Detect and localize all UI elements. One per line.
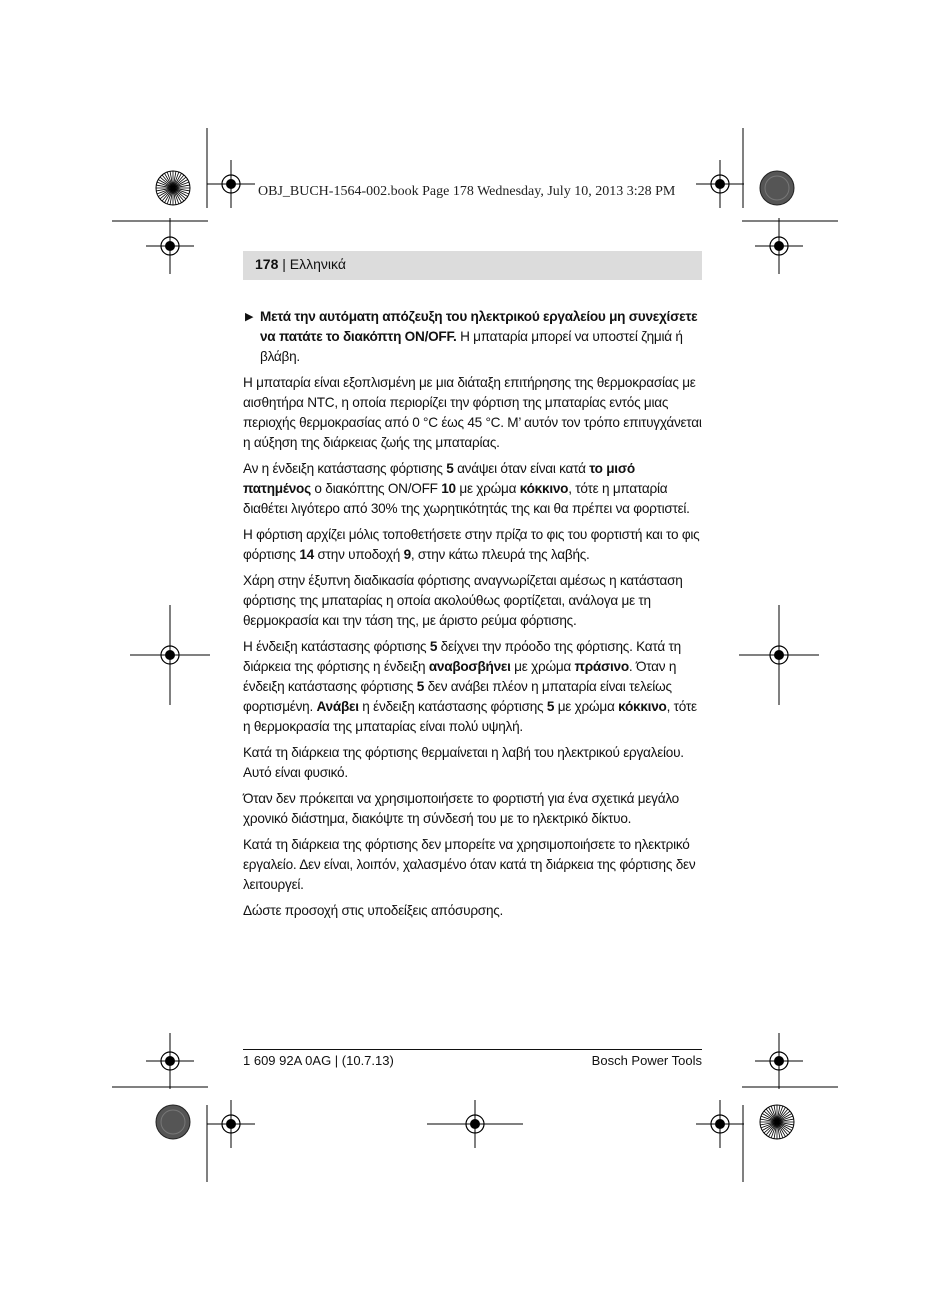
registration-dot <box>226 1119 236 1129</box>
warning-bold: Μετά την αυτόματη απόζευξη του ηλεκτρικού εργαλείου μη συνεχίσετε να πατάτε το διακόπτη ON/OFF. <box>260 309 698 344</box>
bold-text: κόκκινο <box>618 699 667 714</box>
registration-dot <box>165 650 175 660</box>
paragraph-low-battery <box>243 459 702 519</box>
ref-number: 5 <box>446 461 454 476</box>
footer-rule <box>243 1049 702 1050</box>
text: με χρώμα <box>510 659 575 674</box>
ref-number: 5 <box>429 639 438 654</box>
text: με χρώμα <box>455 481 520 496</box>
text: . Όταν η ένδειξη κατάστασης φόρτισης <box>243 659 677 694</box>
registration-dot <box>715 179 725 189</box>
ref-number: 10 <box>441 481 456 496</box>
text: ο διακόπτης ON/OFF <box>310 481 442 496</box>
page-header <box>243 251 702 280</box>
bullet-arrow-icon: ▶ <box>245 311 254 323</box>
text: η ένδειξη κατάστασης φόρτισης <box>358 699 547 714</box>
ref-number: 5 <box>546 699 555 714</box>
text: με χρώμα <box>554 699 619 714</box>
ref-number: 14 <box>299 547 314 562</box>
ref-number: 9 <box>403 547 411 562</box>
text: , τότε η θερμοκρασία της μπαταρίας είναι πολύ υψηλή. <box>243 699 697 734</box>
paragraph-ntc: Η μπαταρία είναι εξοπλισμένη με μια διάταξη επιτήρησης της θερμοκρασίας με αισθητήρα NTC, η οποία περιορίζει την φόρτιση της μπαταρίας εντός μιας περιοχής θερμοκρασίας από 0 °C έως 45 °C. Μ’ αυτόν τον τρόπο επιτυγχάνεται η αύξηση της διάρκειας ζωής της μπαταρίας. <box>243 375 702 450</box>
registration-dot <box>715 1119 725 1129</box>
bold-text: κόκκινο <box>519 481 569 496</box>
text: στην υποδοχή <box>313 547 404 562</box>
text: δείχνει την πρόοδο της φόρτισης. Κατά τη διάρκεια της φόρτισης η ένδειξη <box>243 639 681 674</box>
paragraph-disconnect: Όταν δεν πρόκειται να χρησιμοποιήσετε το φορτιστή για ένα σχετικά μεγάλο χρονικό διάστημα, διακόψτε τη σύνδεσή του με το ηλεκτρικό δίκτυο. <box>243 791 679 826</box>
paragraph-smart-charging: Χάρη στην έξυπνη διαδικασία φόρτισης αναγνωρίζεται αμέσως η κατάσταση φόρτισης της μπαταρίας η οποία ακολούθως φορτίζεται, ανάλογα με τη θερμοκρασία και την τάση της, με άριστο ρεύμα φόρτισης. <box>243 573 683 628</box>
star-target-icon <box>760 1105 794 1139</box>
bold-text: αναβοσβήνει <box>428 659 511 674</box>
registration-dot <box>226 179 236 189</box>
page-number: 178 <box>255 256 279 272</box>
bold-text: το μισό πατημένος <box>243 461 635 496</box>
text: Η ένδειξη κατάστασης φόρτισης <box>243 639 430 654</box>
footer-document-id: 1 609 92A 0AG | (10.7.13) <box>243 1053 394 1068</box>
paragraph-disposal: Δώστε προσοχή στις υποδείξεις απόσυρσης. <box>243 903 504 918</box>
registration-dot <box>774 241 784 251</box>
bold-text: Ανάβει <box>316 699 359 714</box>
registration-dot <box>774 1056 784 1066</box>
text: , στην κάτω πλευρά της λαβής. <box>410 547 590 562</box>
text: δεν ανάβει πλέον η μπαταρία είναι τελείως φορτισμένη. <box>243 679 672 714</box>
main-text <box>243 307 702 927</box>
header-separator: | <box>278 256 290 272</box>
registration-dot <box>165 1056 175 1066</box>
text: Αν η ένδειξη κατάστασης φόρτισης <box>243 461 447 476</box>
bold-text: πράσινο <box>574 659 629 674</box>
print-slug: OBJ_BUCH-1564-002.book Page 178 Wednesday, July 10, 2013 3:28 PM <box>258 184 676 199</box>
ref-number: 5 <box>416 679 425 694</box>
registration-dot <box>165 241 175 251</box>
paragraph-charging-start <box>243 525 702 565</box>
warning-rest: Η μπαταρία μπορεί να υποστεί ζημιά ή βλάβη. <box>260 329 683 364</box>
paragraph-handle-warm: Κατά τη διάρκεια της φόρτισης θερμαίνεται η λαβή του ηλεκτρικού εργαλείου. Αυτό είναι φυσικό. <box>243 745 684 780</box>
registration-dot <box>470 1119 480 1129</box>
paragraph-no-use-while-charging: Κατά τη διάρκεια της φόρτισης δεν μπορείτε να χρησιμοποιήσετε το ηλεκτρικό εργαλείο. Δεν είναι, λοιπόν, χαλασμένο όταν κατά τη διάρκεια της φόρτισης δεν λειτουργεί. <box>243 837 696 892</box>
header-language: Ελληνικά <box>289 256 346 272</box>
text: ανάψει όταν είναι κατά <box>453 461 590 476</box>
registration-dot <box>774 650 784 660</box>
text: Η φόρτιση αρχίζει μόλις τοποθετήσετε στην πρίζα το φις του φορτιστή και το φις φόρτισης <box>243 527 700 562</box>
warning-paragraph <box>243 307 702 367</box>
paragraph-charge-indicator <box>243 637 702 737</box>
text: , τότε η μπαταρία διαθέτει λιγότερο από 30% της χωρητικότητάς της και θα πρέπει να φορτιστεί. <box>243 481 690 516</box>
star-target-icon <box>156 171 190 205</box>
footer-brand: Bosch Power Tools <box>591 1053 702 1068</box>
